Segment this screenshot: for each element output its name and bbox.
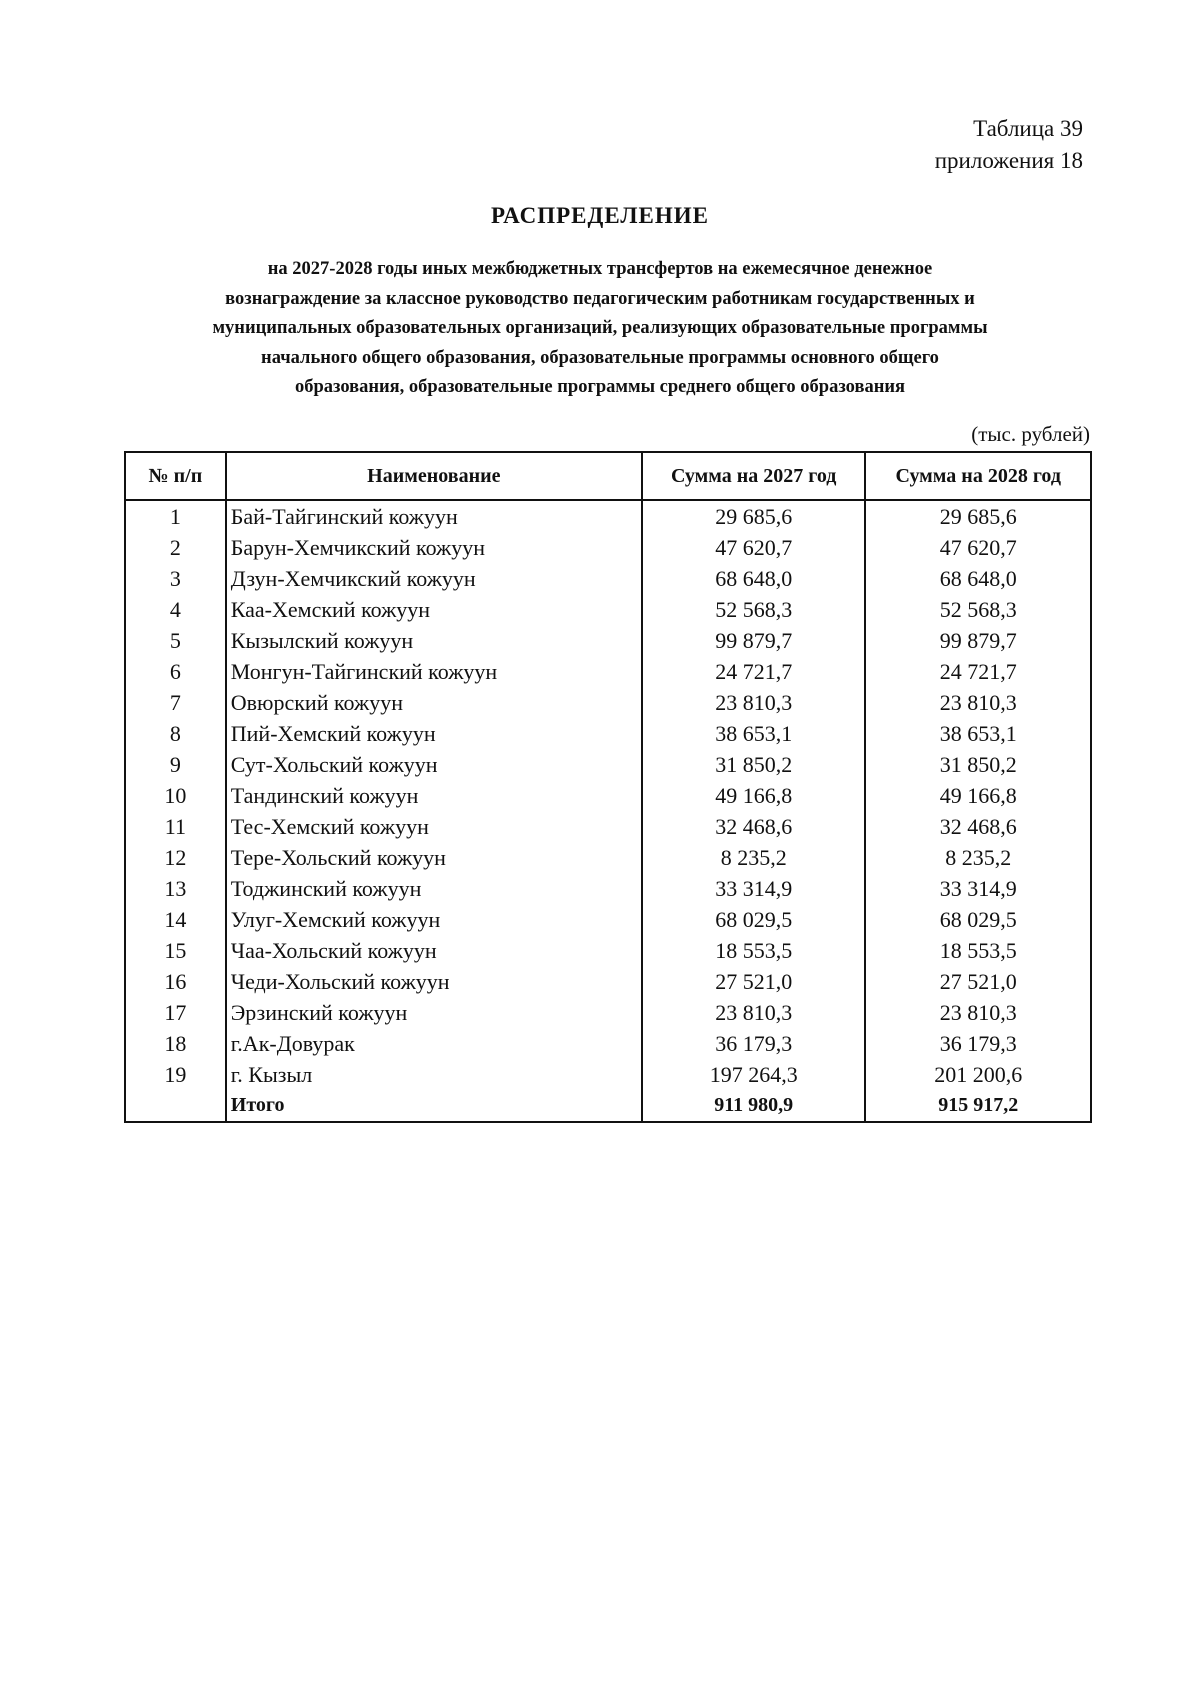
row-name: Тес-Хемский кожуун (226, 811, 642, 842)
row-number: 16 (125, 966, 226, 997)
row-sum-2028: 24 721,7 (865, 656, 1091, 687)
table-row (125, 873, 1091, 904)
row-number: 6 (125, 656, 226, 687)
table-row (125, 811, 1091, 842)
row-number: 14 (125, 904, 226, 935)
row-sum-2028: 99 879,7 (865, 625, 1091, 656)
row-sum-2028: 33 314,9 (865, 873, 1091, 904)
row-number: 4 (125, 594, 226, 625)
row-sum-2028: 201 200,6 (865, 1059, 1091, 1090)
row-sum-2027: 23 810,3 (642, 997, 866, 1028)
row-sum-2027: 23 810,3 (642, 687, 866, 718)
table-row (125, 997, 1091, 1028)
row-number: 15 (125, 935, 226, 966)
document-title: РАСПРЕДЕЛЕНИЕ (491, 203, 709, 228)
row-sum-2028: 52 568,3 (865, 594, 1091, 625)
row-number: 8 (125, 718, 226, 749)
row-sum-2027: 24 721,7 (642, 656, 866, 687)
subtitle-line: муниципальных образовательных организаций, реализующих образовательные программы (212, 318, 988, 338)
table-row (125, 935, 1091, 966)
units-label: (тыс. рублей) (971, 422, 1090, 446)
row-name: Тандинский кожуун (226, 780, 642, 811)
header-number: № п/п (125, 452, 226, 500)
row-number (125, 1090, 226, 1122)
subtitle-line: начального общего образования, образовательные программы основного общего (261, 347, 939, 368)
table-row (125, 780, 1091, 811)
distribution-table (124, 451, 1092, 1123)
row-name: Овюрский кожуун (226, 687, 642, 718)
table-body (125, 500, 1091, 1122)
row-number: 5 (125, 625, 226, 656)
subtitle-line: на 2027-2028 годы иных межбюджетных трансфертов на ежемесячное денежное (267, 259, 933, 279)
row-name: Тере-Хольский кожуун (226, 842, 642, 873)
row-sum-2027: 47 620,7 (642, 532, 866, 563)
row-number: 11 (125, 811, 226, 842)
header-name: Наименование (226, 452, 642, 500)
row-number: 3 (125, 563, 226, 594)
row-sum-2027: 68 648,0 (642, 563, 866, 594)
row-sum-2028: 8 235,2 (865, 842, 1091, 873)
row-sum-2028: 38 653,1 (865, 718, 1091, 749)
row-number: 18 (125, 1028, 226, 1059)
row-name: Кызылский кожуун (226, 625, 642, 656)
table-reference (935, 113, 1083, 177)
table-row (125, 718, 1091, 749)
table-row (125, 904, 1091, 935)
row-name: Тоджинский кожуун (226, 873, 642, 904)
table-row (125, 563, 1091, 594)
row-sum-2027: 52 568,3 (642, 594, 866, 625)
table-row (125, 749, 1091, 780)
row-number: 9 (125, 749, 226, 780)
row-sum-2027: 197 264,3 (642, 1059, 866, 1090)
row-sum-2028: 31 850,2 (865, 749, 1091, 780)
row-sum-2028: 47 620,7 (865, 532, 1091, 563)
row-sum-2027: 33 314,9 (642, 873, 866, 904)
row-name: Каа-Хемский кожуун (226, 594, 642, 625)
appendix-number: приложения 18 (934, 148, 1083, 173)
row-sum-2027: 911 980,9 (642, 1090, 866, 1122)
row-sum-2027: 31 850,2 (642, 749, 866, 780)
subtitle-line: образования, образовательные программы среднего общего образования (294, 377, 906, 397)
row-sum-2027: 18 553,5 (642, 935, 866, 966)
row-number: 1 (125, 500, 226, 532)
row-name: Чаа-Хольский кожуун (226, 935, 642, 966)
table-row (125, 966, 1091, 997)
row-sum-2028: 32 468,6 (865, 811, 1091, 842)
row-sum-2028: 29 685,6 (865, 500, 1091, 532)
row-name: Чеди-Хольский кожуун (226, 966, 642, 997)
row-name: Дзун-Хемчикский кожуун (226, 563, 642, 594)
row-name: Улуг-Хемский кожуун (226, 904, 642, 935)
table-row (125, 842, 1091, 873)
row-name: Итого (226, 1090, 642, 1122)
row-number: 10 (125, 780, 226, 811)
table-header-row (125, 452, 1091, 500)
document-subtitle (120, 255, 1080, 403)
row-number: 17 (125, 997, 226, 1028)
row-name: г.Ак-Довурак (226, 1028, 642, 1059)
row-number: 19 (125, 1059, 226, 1090)
row-sum-2027: 99 879,7 (642, 625, 866, 656)
row-sum-2028: 49 166,8 (865, 780, 1091, 811)
row-number: 12 (125, 842, 226, 873)
table-row (125, 594, 1091, 625)
row-name: Пий-Хемский кожуун (226, 718, 642, 749)
row-sum-2028: 36 179,3 (865, 1028, 1091, 1059)
table-row (125, 532, 1091, 563)
row-number: 7 (125, 687, 226, 718)
row-sum-2027: 38 653,1 (642, 718, 866, 749)
header-sum-2028: Сумма на 2028 год (865, 452, 1091, 500)
row-name: г. Кызыл (226, 1059, 642, 1090)
row-sum-2027: 27 521,0 (642, 966, 866, 997)
row-sum-2028: 68 029,5 (865, 904, 1091, 935)
row-sum-2028: 23 810,3 (865, 687, 1091, 718)
row-name: Монгун-Тайгинский кожуун (226, 656, 642, 687)
table-row (125, 656, 1091, 687)
row-name: Сут-Хольский кожуун (226, 749, 642, 780)
row-sum-2028: 18 553,5 (865, 935, 1091, 966)
row-name: Бай-Тайгинский кожуун (226, 500, 642, 532)
row-number: 2 (125, 532, 226, 563)
table-total-row (125, 1090, 1091, 1122)
row-sum-2027: 49 166,8 (642, 780, 866, 811)
row-sum-2027: 36 179,3 (642, 1028, 866, 1059)
row-name: Барун-Хемчикский кожуун (226, 532, 642, 563)
table-row (125, 500, 1091, 532)
subtitle-line: вознаграждение за классное руководство педагогическим работникам государственных и (225, 288, 975, 309)
row-sum-2027: 68 029,5 (642, 904, 866, 935)
row-number: 13 (125, 873, 226, 904)
table-row (125, 687, 1091, 718)
row-sum-2027: 29 685,6 (642, 500, 866, 532)
row-sum-2028: 27 521,0 (865, 966, 1091, 997)
row-sum-2027: 32 468,6 (642, 811, 866, 842)
table-row (125, 1028, 1091, 1059)
table-row (125, 625, 1091, 656)
row-sum-2028: 23 810,3 (865, 997, 1091, 1028)
header-sum-2027: Сумма на 2027 год (642, 452, 866, 500)
row-name: Эрзинский кожуун (226, 997, 642, 1028)
row-sum-2027: 8 235,2 (642, 842, 866, 873)
table-number: Таблица 39 (973, 116, 1083, 141)
row-sum-2028: 915 917,2 (865, 1090, 1091, 1122)
row-sum-2028: 68 648,0 (865, 563, 1091, 594)
table-row (125, 1059, 1091, 1090)
